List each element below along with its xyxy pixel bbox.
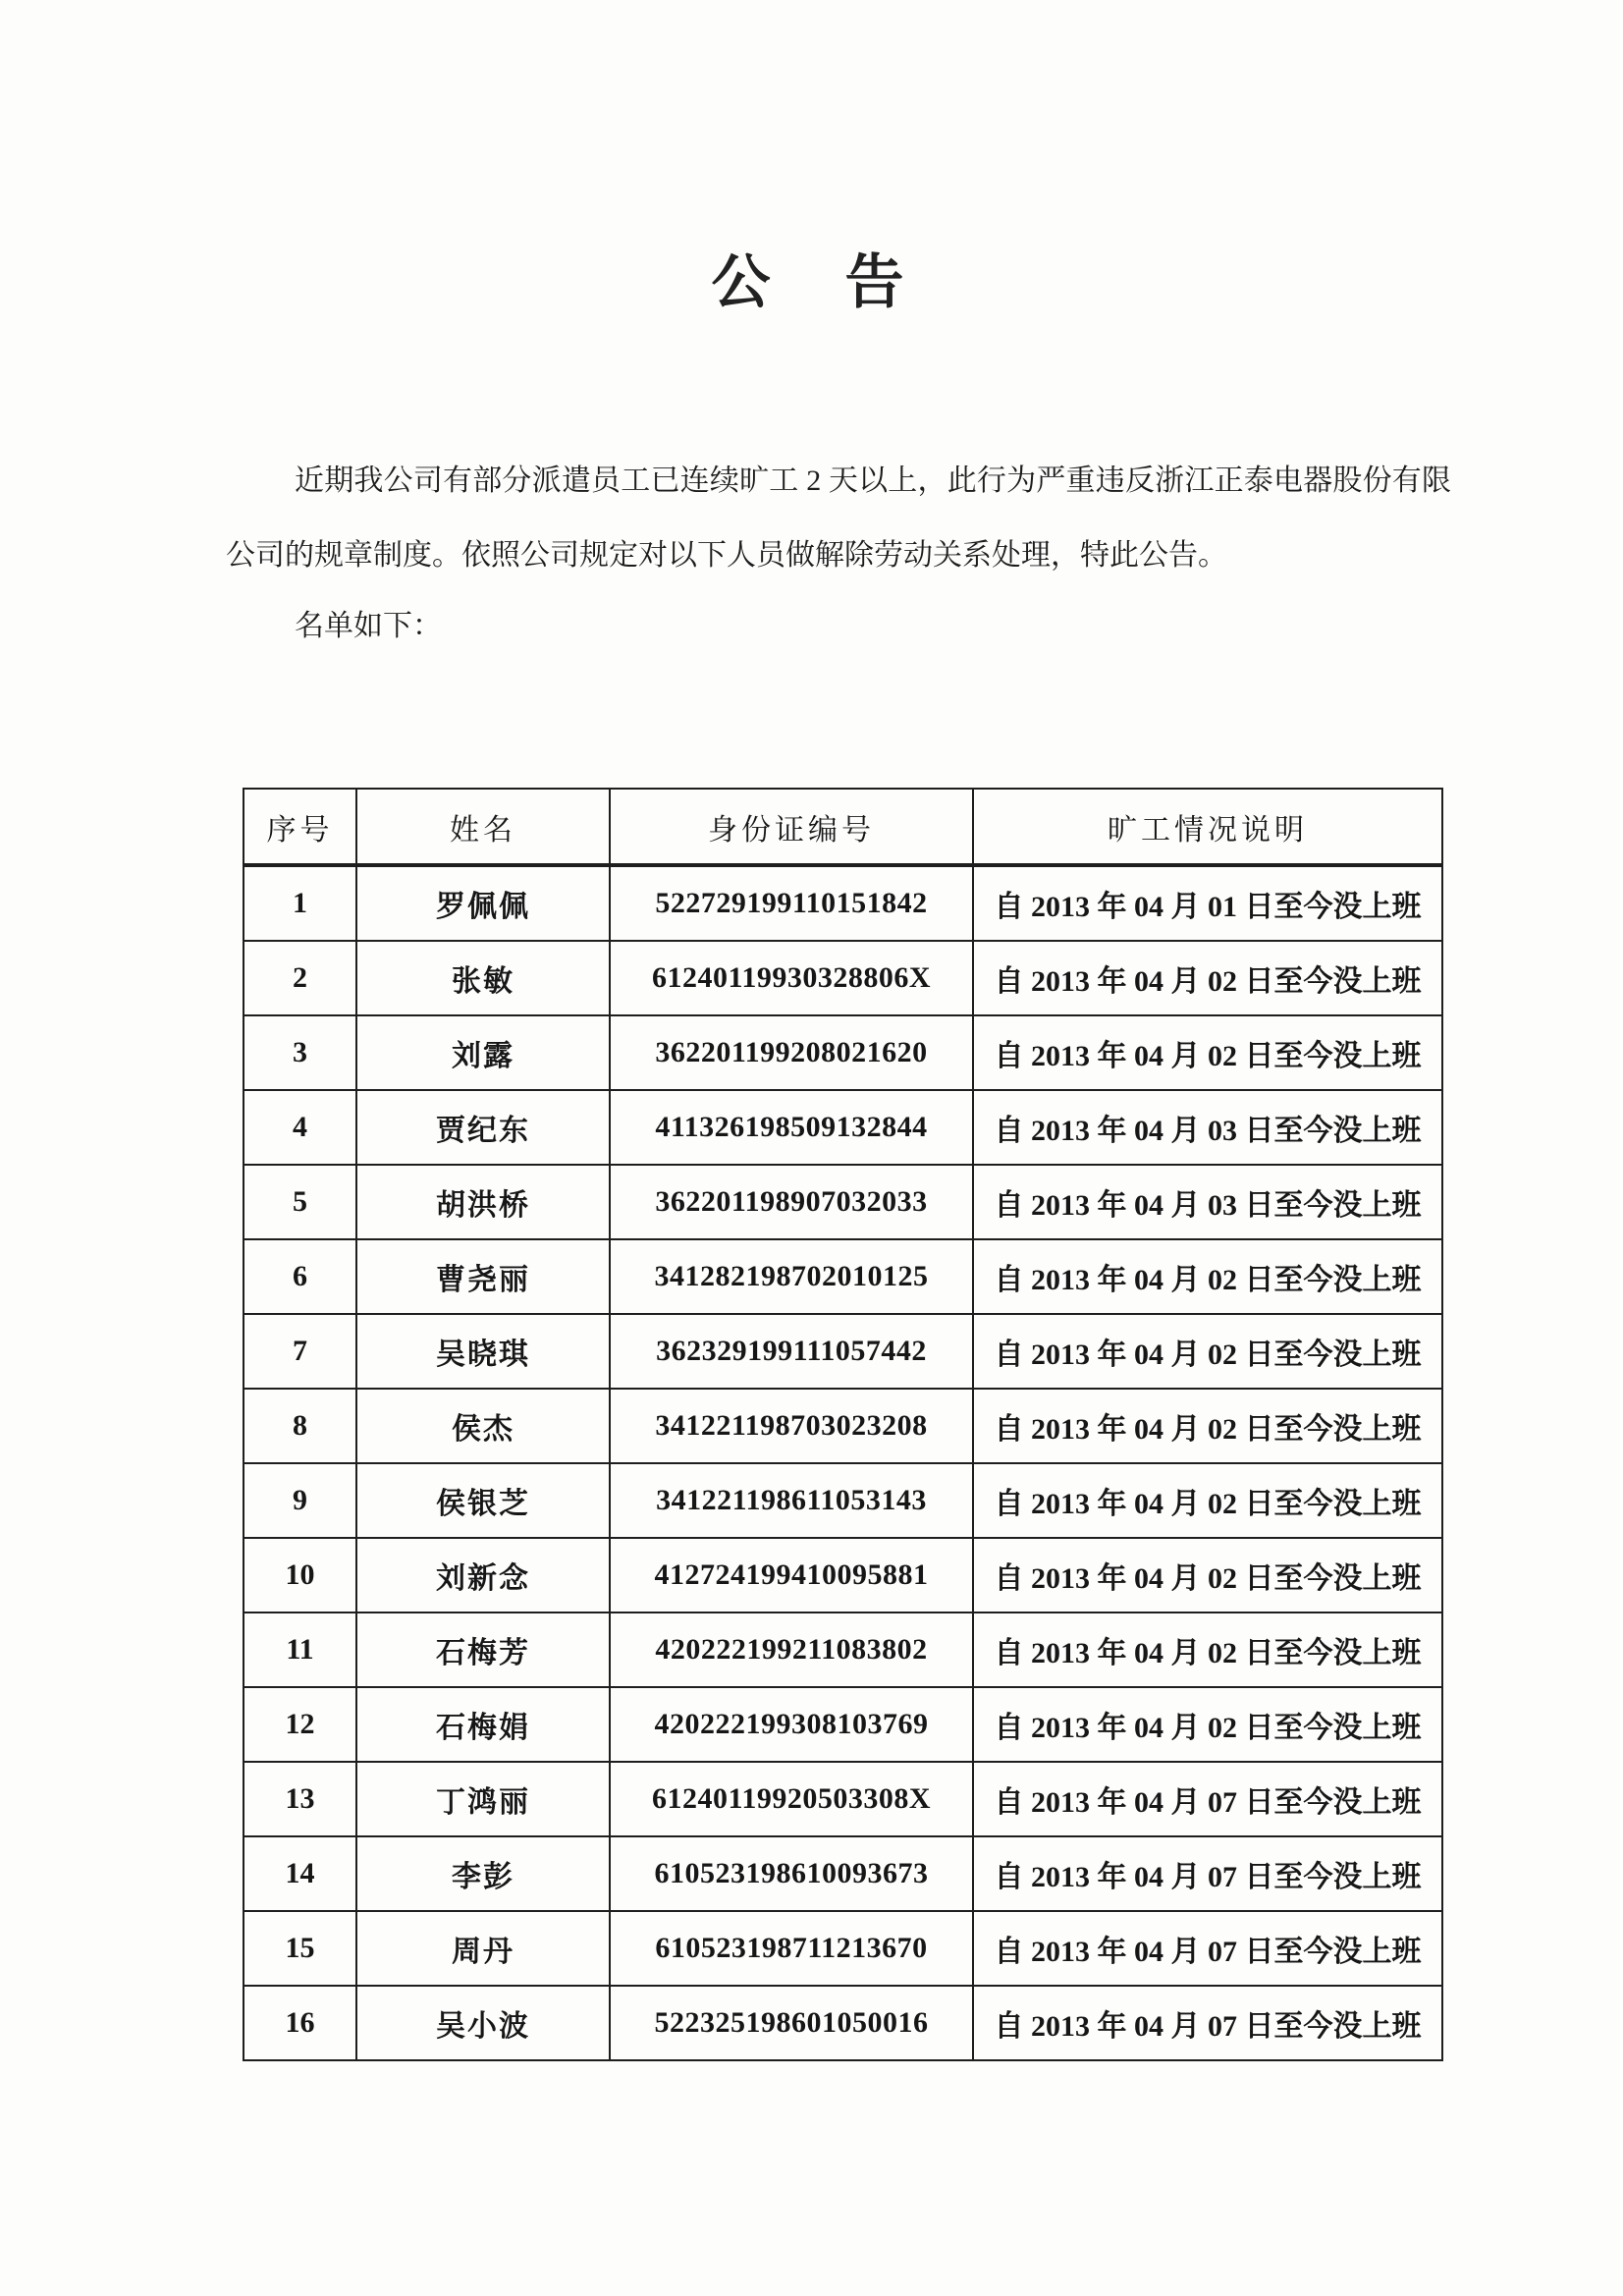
notice-body [226, 444, 1451, 656]
cell-id-number: 362201199208021620 [610, 1015, 973, 1090]
cell-name: 刘新念 [356, 1538, 610, 1613]
cell-status: 自 2013 年 04 月 03 日至今没上班 [973, 1090, 1442, 1165]
cell-status: 自 2013 年 04 月 02 日至今没上班 [973, 1463, 1442, 1538]
cell-status: 自 2013 年 04 月 02 日至今没上班 [973, 941, 1442, 1015]
cell-index: 13 [243, 1762, 356, 1836]
cell-index: 5 [243, 1165, 356, 1239]
cell-status: 自 2013 年 04 月 07 日至今没上班 [973, 1762, 1442, 1836]
table-row [243, 1911, 1442, 1986]
cell-status: 自 2013 年 04 月 02 日至今没上班 [973, 1687, 1442, 1762]
cell-index: 8 [243, 1389, 356, 1463]
cell-name: 石梅娟 [356, 1687, 610, 1762]
cell-status: 自 2013 年 04 月 03 日至今没上班 [973, 1165, 1442, 1239]
cell-id-number: 522729199110151842 [610, 865, 973, 941]
header-name: 姓名 [356, 789, 610, 865]
table-row [243, 1314, 1442, 1389]
cell-name: 吴小波 [356, 1986, 610, 2060]
cell-index: 14 [243, 1836, 356, 1911]
table-row [243, 1687, 1442, 1762]
cell-id-number: 341221198703023208 [610, 1389, 973, 1463]
cell-name: 贾纪东 [356, 1090, 610, 1165]
cell-name: 李彭 [356, 1836, 610, 1911]
cell-id-number: 411326198509132844 [610, 1090, 973, 1165]
table-row [243, 1538, 1442, 1613]
cell-status: 自 2013 年 04 月 02 日至今没上班 [973, 1015, 1442, 1090]
cell-index: 10 [243, 1538, 356, 1613]
table-row [243, 1463, 1442, 1538]
cell-name: 周丹 [356, 1911, 610, 1986]
cell-id-number: 420222199211083802 [610, 1613, 973, 1687]
cell-index: 3 [243, 1015, 356, 1090]
cell-name: 张敏 [356, 941, 610, 1015]
header-id-number: 身份证编号 [610, 789, 973, 865]
table-row [243, 1836, 1442, 1911]
cell-id-number: 341282198702010125 [610, 1239, 973, 1314]
cell-id-number: 412724199410095881 [610, 1538, 973, 1613]
table-body [243, 865, 1442, 2060]
table-row [243, 865, 1442, 941]
cell-id-number: 61240119930328806X [610, 941, 973, 1015]
cell-status: 自 2013 年 04 月 02 日至今没上班 [973, 1389, 1442, 1463]
cell-index: 7 [243, 1314, 356, 1389]
cell-name: 侯杰 [356, 1389, 610, 1463]
cell-id-number: 610523198711213670 [610, 1911, 973, 1986]
table-row [243, 1239, 1442, 1314]
table-row [243, 1389, 1442, 1463]
cell-status: 自 2013 年 04 月 07 日至今没上班 [973, 1836, 1442, 1911]
cell-id-number: 341221198611053143 [610, 1463, 973, 1538]
cell-index: 1 [243, 865, 356, 941]
cell-index: 15 [243, 1911, 356, 1986]
notice-paragraph: 近期我公司有部分派遣员工已连续旷工 2 天以上，此行为严重违反浙江正泰电器股份有限公司的规章制度。依照公司规定对以下人员做解除劳动关系处理，特此公告。 [226, 465, 1451, 572]
cell-name: 罗佩佩 [356, 865, 610, 941]
header-index: 序号 [243, 789, 356, 865]
cell-index: 12 [243, 1687, 356, 1762]
table-header-row [243, 789, 1442, 865]
table-header [243, 789, 1442, 865]
cell-name: 刘露 [356, 1015, 610, 1090]
cell-id-number: 420222199308103769 [610, 1687, 973, 1762]
table-row [243, 1165, 1442, 1239]
list-intro: 名单如下： [295, 610, 442, 642]
cell-name: 吴晓琪 [356, 1314, 610, 1389]
cell-status: 自 2013 年 04 月 07 日至今没上班 [973, 1911, 1442, 1986]
table-row [243, 1015, 1442, 1090]
cell-id-number: 61240119920503308X [610, 1762, 973, 1836]
cell-status: 自 2013 年 04 月 02 日至今没上班 [973, 1538, 1442, 1613]
cell-index: 6 [243, 1239, 356, 1314]
cell-status: 自 2013 年 04 月 01 日至今没上班 [973, 865, 1442, 941]
table-row [243, 941, 1442, 1015]
cell-name: 石梅芳 [356, 1613, 610, 1687]
cell-name: 侯银芝 [356, 1463, 610, 1538]
document-title: 公 告 [711, 250, 912, 315]
cell-status: 自 2013 年 04 月 07 日至今没上班 [973, 1986, 1442, 2060]
table-row [243, 1762, 1442, 1836]
cell-index: 2 [243, 941, 356, 1015]
table-row [243, 1090, 1442, 1165]
cell-index: 9 [243, 1463, 356, 1538]
cell-id-number: 362201198907032033 [610, 1165, 973, 1239]
cell-index: 16 [243, 1986, 356, 2060]
cell-status: 自 2013 年 04 月 02 日至今没上班 [973, 1314, 1442, 1389]
header-status: 旷工情况说明 [973, 789, 1442, 865]
cell-id-number: 522325198601050016 [610, 1986, 973, 2060]
table-row [243, 1613, 1442, 1687]
cell-index: 11 [243, 1613, 356, 1687]
cell-name: 胡洪桥 [356, 1165, 610, 1239]
cell-id-number: 610523198610093673 [610, 1836, 973, 1911]
cell-name: 丁鸿丽 [356, 1762, 610, 1836]
table-row [243, 1986, 1442, 2060]
cell-status: 自 2013 年 04 月 02 日至今没上班 [973, 1613, 1442, 1687]
cell-index: 4 [243, 1090, 356, 1165]
cell-name: 曹尧丽 [356, 1239, 610, 1314]
cell-id-number: 362329199111057442 [610, 1314, 973, 1389]
employee-roster-table [243, 788, 1443, 2061]
cell-status: 自 2013 年 04 月 02 日至今没上班 [973, 1239, 1442, 1314]
